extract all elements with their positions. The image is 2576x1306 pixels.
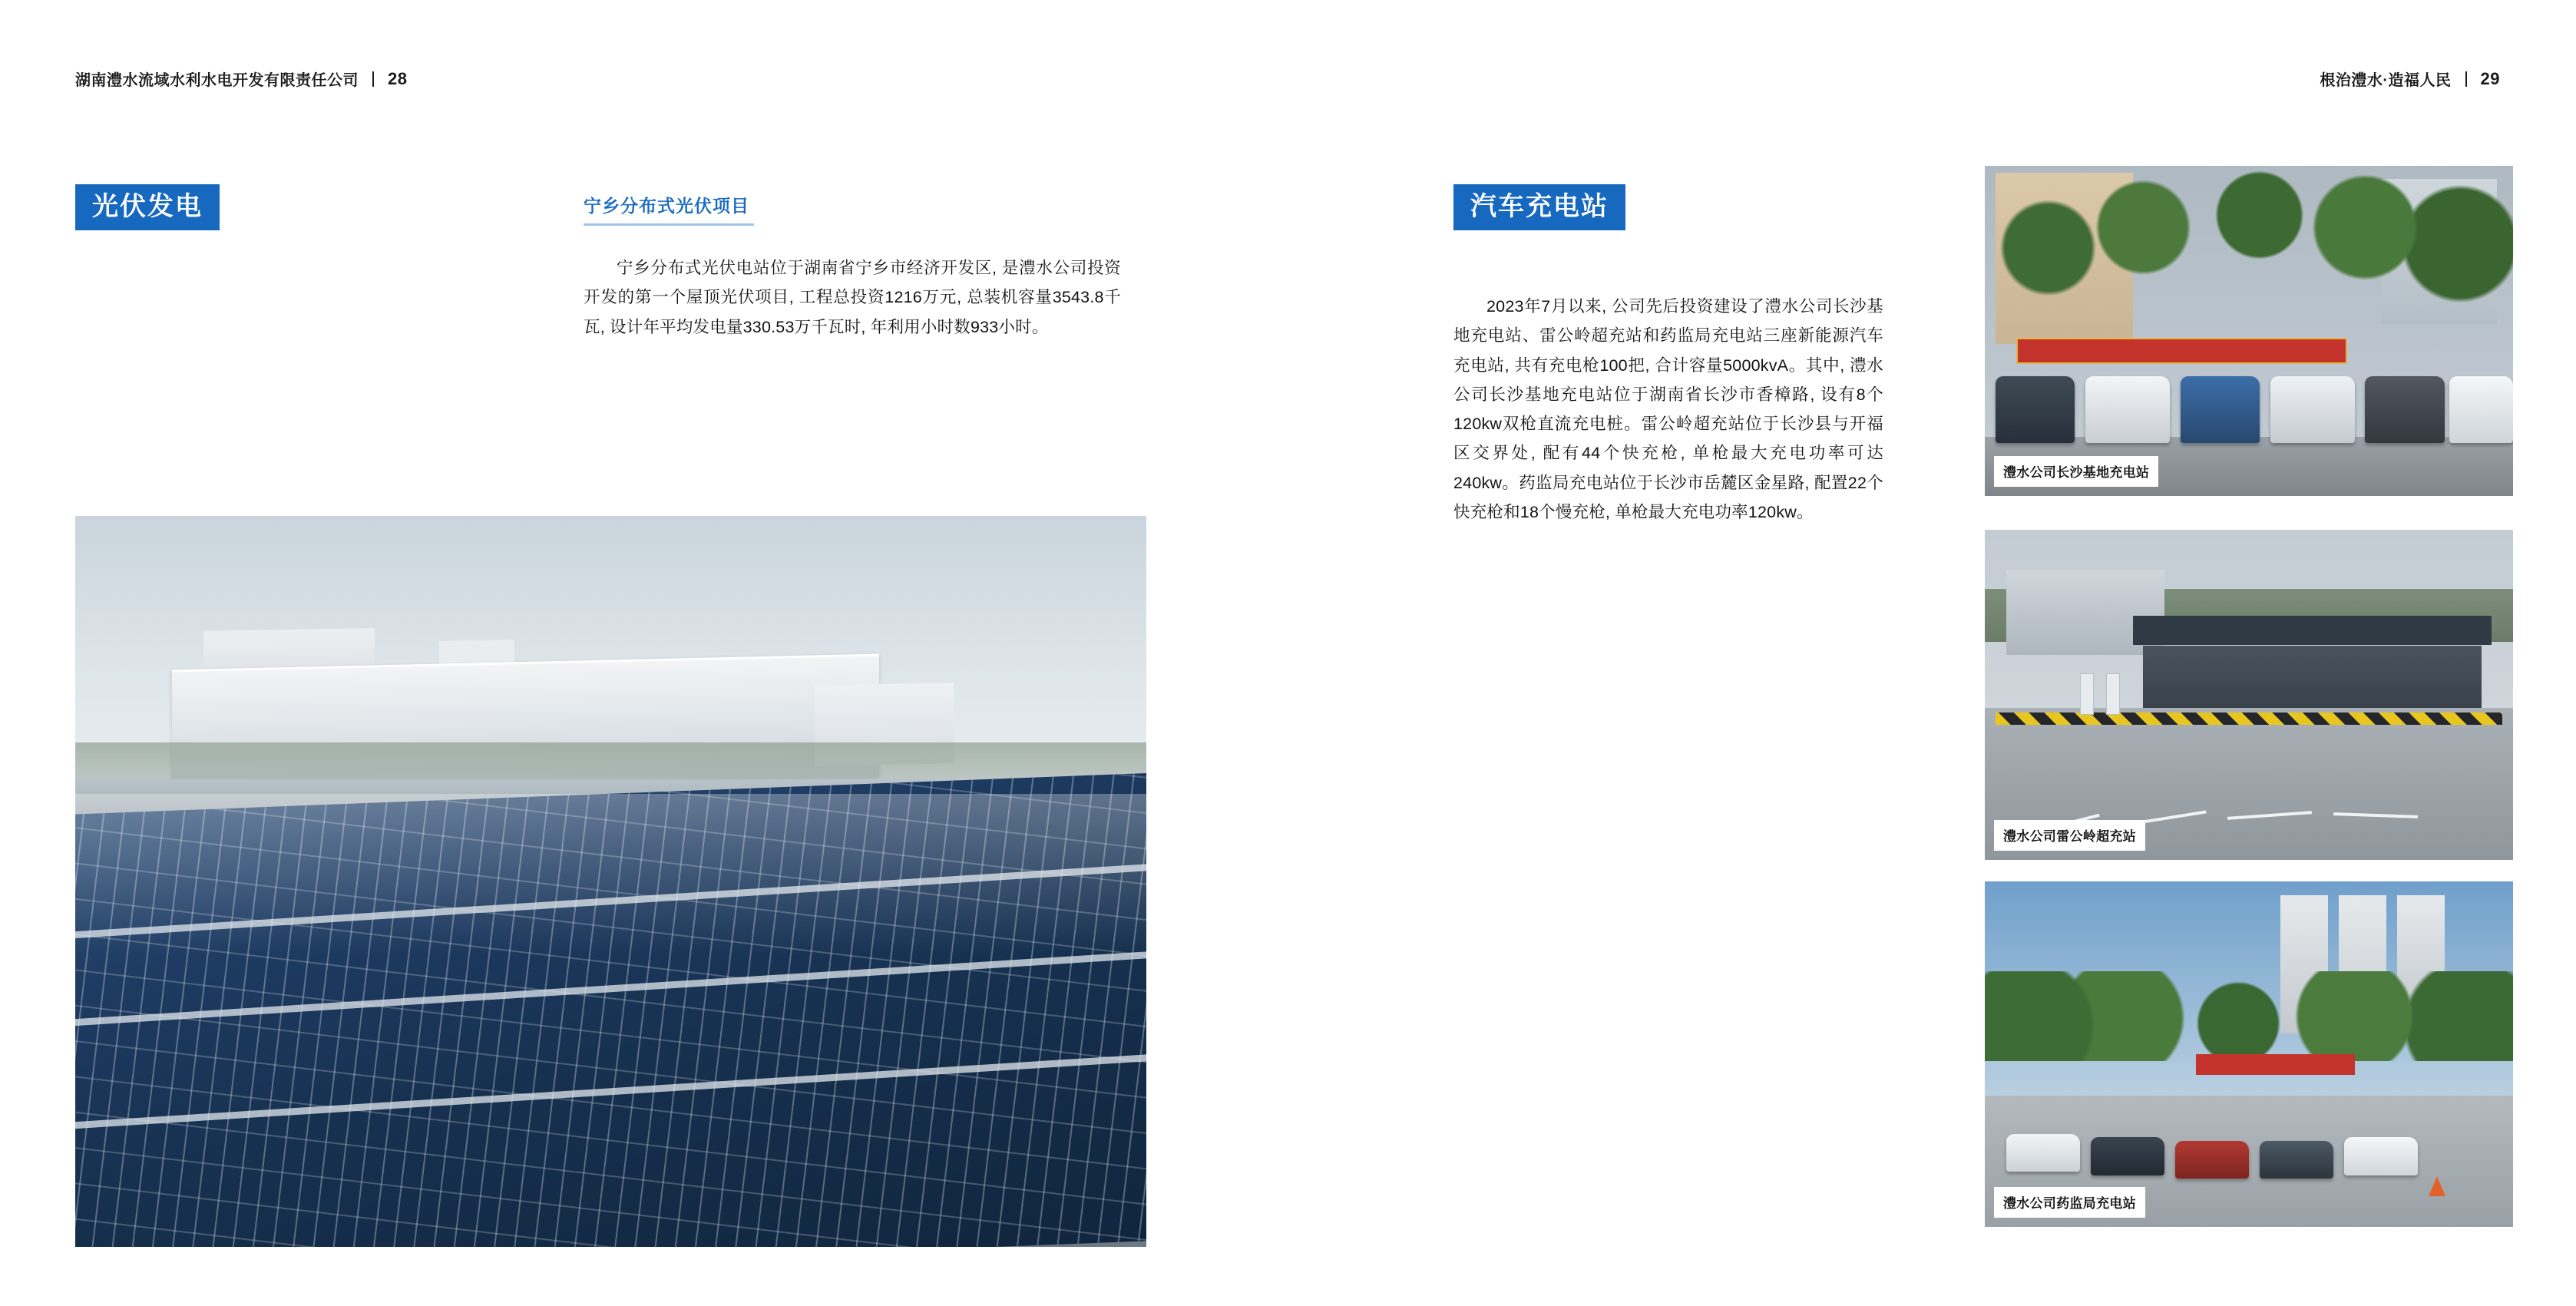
photo-car (2260, 1141, 2333, 1179)
photo-canopy (2133, 616, 2492, 646)
photo-hazard-curb (1996, 713, 2502, 725)
photo-drug-administration-station (1985, 881, 2513, 1227)
right-page (1288, 0, 2575, 1306)
left-running-head (75, 68, 407, 90)
photo-car-row (1985, 357, 2513, 443)
photo-car (2449, 376, 2513, 443)
photo-solar-panels (75, 516, 1146, 1247)
photo-leigongling-station (1985, 530, 2513, 860)
photo-car (2270, 376, 2355, 443)
photo-car (2365, 376, 2444, 443)
photo-traffic-cone (2429, 1176, 2445, 1196)
photo-red-banner (2196, 1054, 2354, 1075)
subtitle-ningxiang-project: 宁乡分布式光伏项目 (584, 192, 754, 226)
right-body-column (1453, 292, 1883, 527)
running-head-divider (2465, 71, 2467, 87)
photo-car (2006, 1134, 2080, 1172)
photo-car (2085, 376, 2170, 443)
right-running-head-slogan: 根治澧水·造福人民 (2320, 72, 2452, 89)
section-title-charging-station: 汽车充电站 (1453, 184, 1625, 230)
left-running-head-org: 湖南澧水流域水利水电开发有限责任公司 (75, 72, 359, 89)
photo-charging-post (2080, 673, 2094, 715)
photo-charging-post (2106, 673, 2120, 715)
left-section-title-wrap (75, 184, 220, 230)
running-head-divider (372, 71, 374, 87)
photo-car (2344, 1137, 2418, 1175)
photo-caption: 澧水公司雷公岭超充站 (1994, 820, 2145, 851)
photo-charger-shed (2143, 646, 2481, 712)
photo-car (2175, 1141, 2249, 1179)
right-page-number: 29 (2480, 68, 2500, 88)
right-running-head (2320, 68, 2500, 90)
photo-car (2181, 376, 2260, 443)
photo-caption: 澧水公司长沙基地充电站 (1994, 456, 2158, 487)
photo-trees (1985, 971, 2513, 1061)
photo-car (1996, 376, 2075, 443)
photo-caption: 澧水公司药监局充电站 (1994, 1187, 2145, 1218)
left-body-column (584, 253, 1121, 342)
left-body-paragraph: 宁乡分布式光伏电站位于湖南省宁乡市经济开发区, 是澧水公司投资开发的第一个屋顶光伏项目, 工程总投资1216万元, 总装机容量3543.8千瓦, 设计年平均发电量330.53万千瓦时, 年利用小时数933小时。 (584, 259, 1121, 336)
right-body-paragraph: 2023年7月以来, 公司先后投资建设了澧水公司长沙基地充电站、雷公岭超充站和药监局充电站三座新能源汽车充电站, 共有充电枪100把, 合计容量5000kvA。其中, 澧水公司长沙基地充电站位于湖南省长沙市香樟路, 设有8个120kw双枪直流充电桩。雷公岭超充站位于长沙县与开福区交界处, 配有44个快充枪, 单枪最大充电功率可达240kw。药监局充电站位于长沙市岳麓区金星路, 配置22个快充枪和18个慢充枪, 单枪最大充电功率120kw。 (1453, 297, 1883, 521)
photo-car (2091, 1137, 2164, 1175)
section-title-photovoltaic: 光伏发电 (75, 184, 220, 230)
left-page-number: 28 (388, 68, 408, 88)
left-subtitle-wrap (584, 192, 1113, 226)
right-section-title-wrap (1453, 184, 1625, 230)
photo-changsha-base-station (1985, 166, 2513, 496)
